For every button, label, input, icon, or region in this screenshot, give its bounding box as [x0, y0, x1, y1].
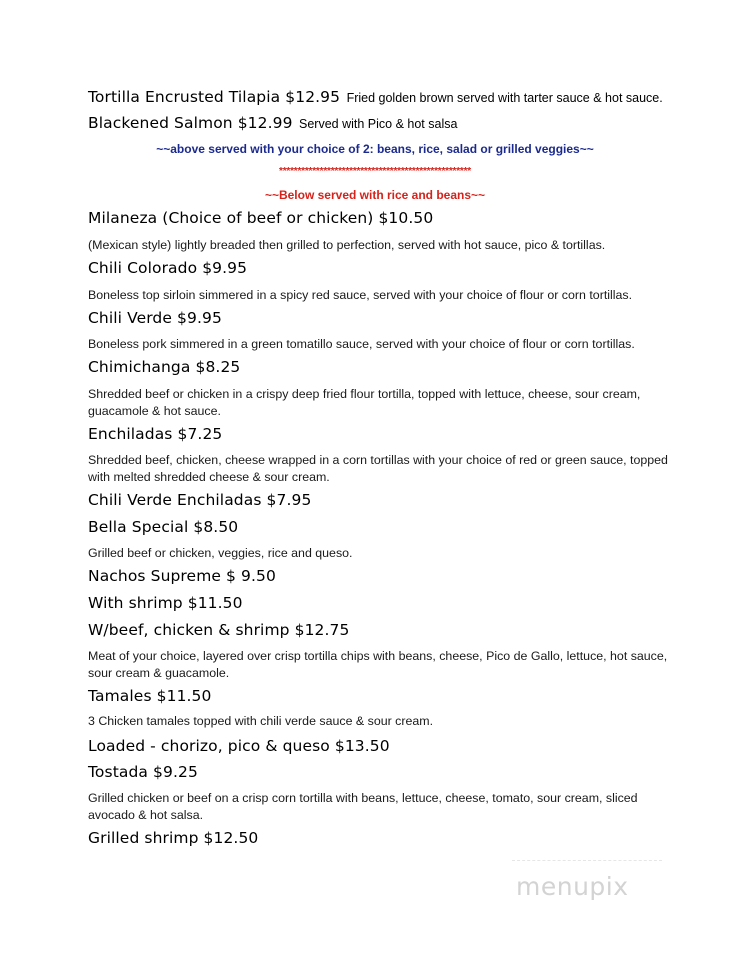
- divider-stars: ****************************************************: [279, 166, 471, 177]
- item-description-milaneza: (Mexican style) lightly breaded then grilled to perfection, served with hot sauce, pico & tortillas.: [88, 238, 606, 252]
- note-above-served: ~~above served with your choice of 2: beans, rice, salad or grilled veggies~~: [156, 142, 594, 156]
- menu-item-salmon: [88, 114, 457, 133]
- item-title-beef-chicken-shrimp: W/beef, chicken & shrimp $12.75: [88, 621, 350, 639]
- item-description-tostada: Grilled chicken or beef on a crisp corn tortilla with beans, lettuce, cheese, tomato, sour cream, sliced avocado & hot salsa.: [88, 791, 638, 822]
- item-title-loaded: Loaded - chorizo, pico & queso $13.50: [88, 737, 390, 755]
- item-title-chili-verde-enchiladas: Chili Verde Enchiladas $7.95: [88, 491, 312, 509]
- item-title-bella-special: Bella Special $8.50: [88, 518, 239, 536]
- note-below-served: ~~Below served with rice and beans~~: [264, 188, 486, 202]
- item-description-enchiladas: Shredded beef, chicken, cheese wrapped in a corn tortillas with your choice of red or green sauce, topped with melted shredded cheese & sour cream.: [88, 453, 668, 484]
- item-description: Fried golden brown served with tarter sauce & hot sauce.: [346, 91, 663, 105]
- item-description-chili-colorado: Boneless top sirloin simmered in a spicy red sauce, served with your choice of flour or corn tortillas.: [88, 288, 633, 302]
- item-title-enchiladas: Enchiladas $7.25: [88, 425, 223, 443]
- item-title-with-shrimp: With shrimp $11.50: [88, 594, 243, 612]
- item-title: Tortilla Encrusted Tilapia $12.95: [88, 88, 341, 106]
- menu-item-tilapia: [88, 88, 663, 107]
- item-description-chimichanga: Shredded beef or chicken in a crispy deep fried flour tortilla, topped with lettuce, cheese, sour cream, guacamole & hot sauce.: [88, 387, 641, 418]
- watermark-logo: menupix: [516, 872, 629, 901]
- item-title-nachos-supreme: Nachos Supreme $ 9.50: [88, 567, 276, 585]
- item-title-tamales: Tamales $11.50: [88, 687, 212, 705]
- item-description-tamales: 3 Chicken tamales topped with chili verde sauce & sour cream.: [88, 714, 434, 728]
- item-title-chili-colorado: Chili Colorado $9.95: [88, 259, 248, 277]
- item-title-tostada: Tostada $9.25: [88, 763, 198, 781]
- item-title-grilled-shrimp: Grilled shrimp $12.50: [88, 829, 259, 847]
- item-title: Blackened Salmon $12.99: [88, 114, 293, 132]
- watermark-divider: [512, 860, 662, 862]
- item-title-chili-verde: Chili Verde $9.95: [88, 309, 222, 327]
- item-description-chili-verde: Boneless pork simmered in a green tomatillo sauce, served with your choice of flour or corn tortillas.: [88, 337, 635, 351]
- item-description: Served with Pico & hot salsa: [299, 117, 458, 131]
- item-description-nachos: Meat of your choice, layered over crisp tortilla chips with beans, cheese, Pico de Gallo, lettuce, hot sauce, sour cream & guacamole.: [88, 649, 668, 680]
- item-title-chimichanga: Chimichanga $8.25: [88, 358, 241, 376]
- item-title-milaneza: Milaneza (Choice of beef or chicken) $10.50: [88, 209, 434, 227]
- item-description-bella-special: Grilled beef or chicken, veggies, rice and queso.: [88, 546, 353, 560]
